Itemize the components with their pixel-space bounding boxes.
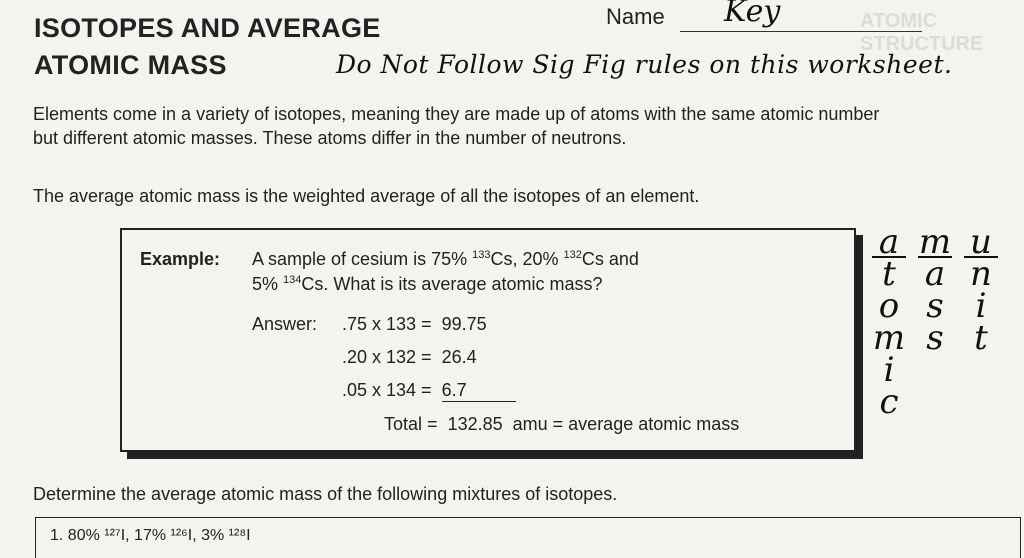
name-label: Name [606, 4, 665, 29]
margin-underline-m [918, 256, 952, 258]
margin-underline-a [872, 256, 906, 258]
margin-note-atomic: a t o m i c [872, 222, 906, 422]
example-question-line-1: A sample of cesium is 75% $^{133}$Cs, 20% $^{132}$Cs and [252, 249, 639, 269]
example-question-line-2: 5% $^{134}$Cs. What is its average atomic mass? [252, 274, 603, 294]
title-line-2: ATOMIC MASS [34, 50, 227, 80]
calc-row: .20 x 132 = 26.4 [342, 347, 516, 368]
name-field-line[interactable] [680, 31, 922, 32]
margin-underline-u [964, 256, 998, 258]
example-box [120, 228, 856, 452]
bleed-through-text: ATOMIC STRUCTURE [860, 10, 984, 55]
name-handwritten-value: Key [724, 0, 781, 29]
calc-result: 99.75 [441, 314, 487, 334]
problem-1: 1. 80% ¹²⁷I, 17% ¹²⁶I, 3% ¹²⁸I [50, 527, 251, 544]
instructions: Determine the average atomic mass of the following mixtures of isotopes. [33, 484, 618, 504]
title-line-1: ISOTOPES AND AVERAGE [34, 13, 381, 43]
calc-row: .75 x 133 = 99.75 [342, 314, 516, 335]
calc-result: 26.4 [441, 347, 477, 367]
handwritten-note: Do Not Follow Sig Fig rules on this worksheet. [336, 50, 953, 79]
margin-note-mass: m a s s [918, 222, 952, 358]
total-value: 132.85 [447, 414, 503, 434]
answer-label: Answer: [252, 314, 318, 334]
definition-paragraph: The average atomic mass is the weighted average of all the isotopes of an element. [33, 186, 700, 206]
total-unit: amu = average atomic mass [512, 414, 740, 434]
margin-note-unit: u n i t [970, 222, 992, 358]
intro-paragraph: Elements come in a variety of isotopes, meaning they are made up of atoms with the same atomic number but different atomic masses. These atoms differ in the number of neutrons. [33, 104, 880, 148]
total-line: Total = 132.85 amu = average atomic mass [384, 414, 740, 434]
calc-row: .05 x 134 = 6.7 [342, 380, 516, 402]
worksheet-title [34, 10, 381, 84]
example-label: Example: [140, 249, 221, 269]
calc-result: 6.7 [442, 380, 516, 402]
